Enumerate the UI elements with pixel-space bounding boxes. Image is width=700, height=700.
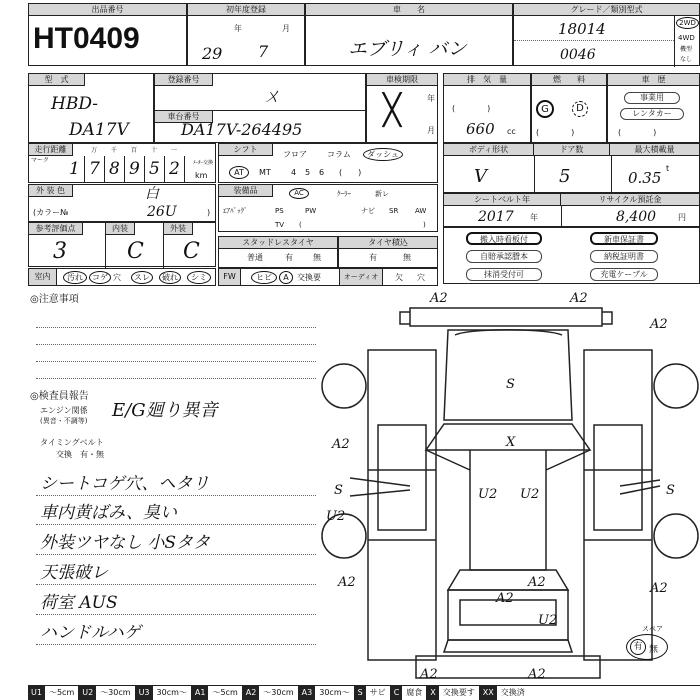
car-name-value: エブリィ バン [348,38,467,60]
evaluation-label: 参考評価点 [29,223,83,235]
shift-box: シフト フロア コラム ダッシュ AT MT 4 5 6 ( ) [218,143,438,183]
mark-bottom-a2-b: A2 [496,591,514,606]
exterior-grade-label: 外装 [163,223,193,235]
drive-2wd-circle: 2WD [676,17,699,29]
mark-rear-left-a2: A2 [420,667,438,682]
displacement-value: 660 [466,120,495,138]
doc-cancel: 抹消受付可 [466,268,542,281]
remark-5: 荷室 AUS [40,593,118,613]
mark-top-right: A2 [650,317,668,332]
fuel-diesel-circle: D [572,101,588,117]
first-registration-label: 初年度登録 [188,4,304,16]
notes-label: ◎注意事項 [30,294,79,305]
mileage-box: 走行距離 マーク 万 千 百 十 一 ﾒｰﾀｰ交換 km 1 7 8 9 5 2 [28,143,216,183]
usage-box: 車 歴 事業用 レンタカー ( ) [607,73,700,143]
recycle-label: リサイクル預託金 [598,195,662,204]
displacement-box: 排 気 量 660 cc ( ) [443,73,531,143]
doc-warranty: 新車保証書 [590,232,658,245]
fw-box: FW ヒビ A 交換要 オーディオ 欠 穴 [218,268,438,286]
equipment-label: 装備品 [219,185,273,197]
color-box: 外 装 色 白 (カラー№ 26U ) [28,184,216,222]
grade-value-2: 0046 [560,47,596,63]
audio-label: オーディオ [339,269,383,286]
shift-label: シフト [219,144,273,156]
body-type-label: ボディ形状 [444,144,534,155]
tire-label: タイヤ積込 [339,237,437,249]
evaluation-score: 3 [53,239,67,264]
interior-grade: C [127,239,144,264]
evaluation-box [28,222,216,267]
remark-1: シートコゲ穴、ヘタリ [40,474,210,494]
mark-bottom-a2: A2 [528,575,546,590]
spare-label: スペア [642,625,663,633]
chassis-number-value: DA17V-264495 [181,120,303,139]
mileage-digit-1: 1 [69,159,80,179]
doc-tax: 納税証明書 [590,250,658,263]
spare-circle [626,634,668,660]
color-label: 外 装 色 [29,185,73,197]
car-name-box [305,3,513,66]
lot-label: 出品番号 [29,4,186,16]
usage-label: 車 歴 [608,74,699,86]
fw-label: FW [219,269,241,286]
studless-label: スタッドレスタイヤ [219,237,337,249]
remark-3: 外装ツヤなし 小Sタタ [40,533,211,553]
seatbelt-recycle-box: シートベルト年 リサイクル預託金 2017 年 8,400 円 [443,193,700,227]
doors-label: ドア数 [534,144,610,155]
model-box [28,73,154,143]
doc-insurance: 自賠承認謄本 [466,250,542,263]
mark-left-u2: U2 [326,509,346,524]
body-type-value: V [474,166,487,187]
mark-top-left: A2 [430,291,448,306]
mark-roof-s: S [506,377,515,392]
model-label: 型 式 [29,74,85,86]
mark-roof-x: X [506,435,516,450]
fuel-gasoline-circle: G [536,100,554,118]
engine-remark: E/G廻り異音 [112,400,218,421]
first-registration-box: 初年度登録 年 月 29 7 [187,3,305,66]
load-label: 最大積載量 [634,145,675,154]
mileage-digit-4: 9 [129,159,140,179]
doc-signboard: 搬入時看板付 [466,232,542,245]
body-box: ボディ形状 ドア数 最大積載量 V 5 0.35 t [443,143,700,193]
seatbelt-value: 2017 [478,209,514,225]
inspector-label: ◎検査員報告 [30,391,89,402]
mark-left-a2-b: A2 [338,575,356,590]
chassis-number-label: 車台番号 [155,111,213,123]
documents-box [443,227,700,284]
grade-box: グレード／類別型式 18014 0046 2WD 4WD 機型 なし [513,3,700,66]
registration-number-label: 登録番号 [155,74,213,86]
remark-4: 天張破レ [40,563,108,583]
car-name-label: 車 名 [306,4,512,16]
mileage-digit-2: 7 [89,159,100,179]
first-registration-year: 29 [202,44,223,63]
displacement-label: 排 気 量 [444,74,530,86]
model-value-1: HBD- [51,94,99,114]
model-value-2: DA17V [69,120,129,140]
interior-label: 室内 [29,269,57,286]
remark-6: ハンドルハゲ [40,623,141,643]
mileage-digit-3: 8 [109,159,120,179]
mark-right-a2: A2 [650,581,668,596]
recycle-value: 8,400 [616,209,657,225]
doors-value: 5 [559,166,571,187]
mileage-digit-6: 2 [169,159,180,179]
fuel-label: 燃 料 [532,74,606,86]
grade-value-1: 18014 [558,20,606,38]
spare-value-2: 無 [649,645,659,655]
color-code-value: 26U [147,204,177,220]
spare-value: 有 [630,639,646,655]
inspection-mark: ╳ [383,93,402,128]
remark-2: 車内黄ばみ、臭い [40,503,178,523]
exterior-grade: C [183,239,200,264]
equipment-box: 装備品 AC ｸｰﾗｰ 新レ ｴｱﾊﾞｯｸﾞ PS PW ナビ SR AW TV ( ) [218,184,438,232]
mark-rear-right-a2: A2 [528,667,546,682]
load-value: 0.35 [628,169,662,187]
inspection-label: 車検期限 [367,74,437,86]
legend-bar: U1 ～5cm U2 ～30cm U3 30cm～ A1 ～5cm A2 ～30cm A3 30cm～ S サビ C 腐食 X 交換要す XX 交換済 [28,685,700,700]
interior-grade-label: 内装 [105,223,135,235]
grade-label: グレード／類別型式 [514,4,699,16]
mark-left-s: S [334,483,343,498]
mark-left-a2: A2 [332,437,350,452]
registration-number-value: ㄨ [263,86,281,107]
shift-dash-circle: ダッシュ [363,148,403,161]
interior-box: 室内 汚れ コゲ 穴 スレ 破れ シミ [28,268,216,286]
doc-charge-cable: 充電ケーブル [590,268,658,281]
fuel-box: 燃 料 G D ( ) [531,73,607,143]
color-value: 白 [145,186,159,202]
first-registration-month: 7 [258,42,269,61]
mark-u2-center-2: U2 [520,487,540,502]
lot-box [28,3,187,66]
lot-number: HT0409 [33,22,140,55]
inspection-box: 車検期限 年 月 ╳ [366,73,438,143]
mileage-label: 走行距離 [29,144,73,156]
mark-top-center: A2 [570,291,588,306]
mark-right-s: S [666,483,675,498]
tire-box: タイヤ積込 有 無 [338,236,438,268]
mark-u2-center: U2 [478,487,498,502]
seatbelt-label: シートベルト年 [444,194,561,205]
studless-box: スタッドレスタイヤ 普通 有 無 [218,236,338,268]
registration-box [154,73,366,143]
mark-rear-u2: U2 [538,613,558,628]
mileage-digit-5: 5 [149,159,160,179]
shift-at-circle: AT [229,166,249,179]
